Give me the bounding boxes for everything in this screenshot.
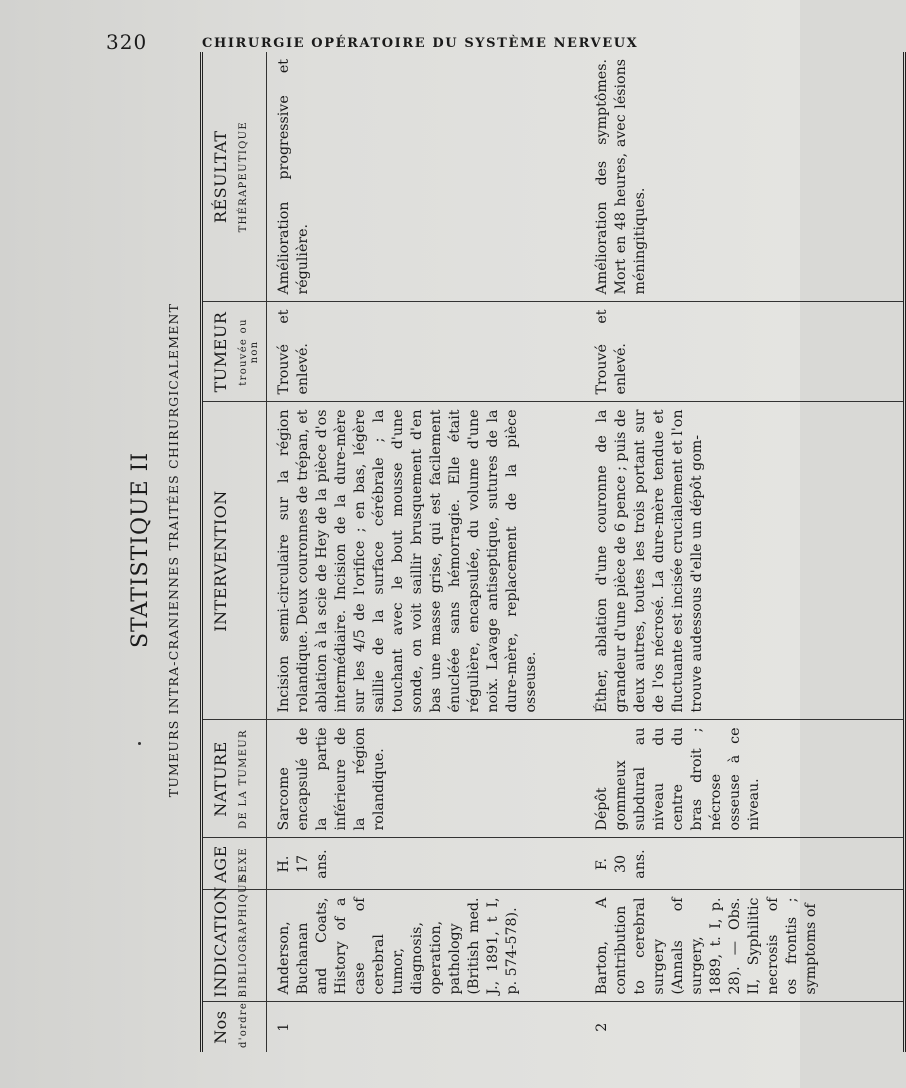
cell-resultat: Amélioration progressive et régulière. [267,52,586,302]
cell-tumeur: Trouvé et enlevé. [267,302,586,402]
cell-indication: Anderson, Buchanan and Coats, History of a case of cerebral tumor, diagnosis, operation, pathology (British med. J., 1891, t I, p. 574-578). [267,890,586,1002]
table-subtitle: TUMEURS INTRA-CRANIENNES TRAITÉES CHIRURGICALEMENT [166,302,181,798]
cell-age-sex [267,838,586,890]
header-num: Nos d'ordre [202,1002,267,1052]
cell-age: 30 ans. [613,849,648,879]
running-head: CHIRURGIE OPÉRATOIRE DU SYSTÈME NERVEUX [202,36,639,51]
statistics-table [200,52,906,1052]
page-number: 320 [106,30,148,54]
cell-sex: F. [594,857,610,871]
table-title: STATISTIQUE II [128,451,153,649]
header-tumeur: TUMEUR trouvée ou non [202,302,267,402]
header-intervention: INTERVENTION [202,402,267,720]
cell-age-sex [585,838,905,890]
cell-tumeur: Trouvé et enlevé. [585,302,905,402]
cell-age: 17 ans. [295,849,330,879]
table-row [267,52,586,1052]
cell-nature: Sarcome encapsulé de la partie inférieure de la région rolandique. [267,720,586,838]
cell-sex: H. [276,855,292,873]
header-indication: INDICATION BIBLIOGRAPHIQUE [202,890,267,1002]
header-resultat: RÉSULTAT THÉRAPEUTIQUE [202,52,267,302]
cell-intervention: Incision semi-circulaire sur la région rolandique. Deux couronnes de trépan, et ablation à la scie de Hey de la pièce d'os intermédiaire. Incision de la dure-mère sur les 4/5 de l'orifice ; en bas, légère saillie de la surface cérébrale ; la touchant avec le bout mousse d'une sonde, on voit saillir brusquement d'en bas une masse grise, qui est facilement énucléée sans hémorragie. Elle était régulière, encapsulée, du volume d'une noix. Lavage antiseptique, sutures de la dure-mère, replacement de la pièce osseuse. [267,402,586,720]
table-row [585,52,905,1052]
header-nature: NATURE DE LA TUMEUR [202,720,267,838]
cell-intervention: Éther, ablation d'une couronne de la grandeur d'une pièce de 6 pence ; puis de deux autres, toutes les trois portant sur de l'os nécrosé. La dure-mère tendue et fluctuante est incisée crucialement et l'on trouve audessous d'elle un dépôt gom- [585,402,905,720]
header-row [202,52,267,1052]
cell-resultat: Amélioration des symptômes. Mort en 48 heures, avec lésions méningitiques. [585,52,905,302]
cell-num: 1 [276,1022,292,1032]
cell-num: 2 [594,1022,610,1032]
cell-nature: Dépôt gommeux subdural au niveau du centre du bras droit ; nécrose osseuse à ce niveau. [585,720,905,838]
header-age-sex: AGE SEXE [202,838,267,890]
rotated-table-block [128,40,819,1060]
cell-indication: Barton, A contribution to cerebral surgery (Annals of surgery, 1889, t. I, p. 28). — Obs. II, Syphilitic necrosis of os frontis ; symptoms of [585,890,905,1002]
